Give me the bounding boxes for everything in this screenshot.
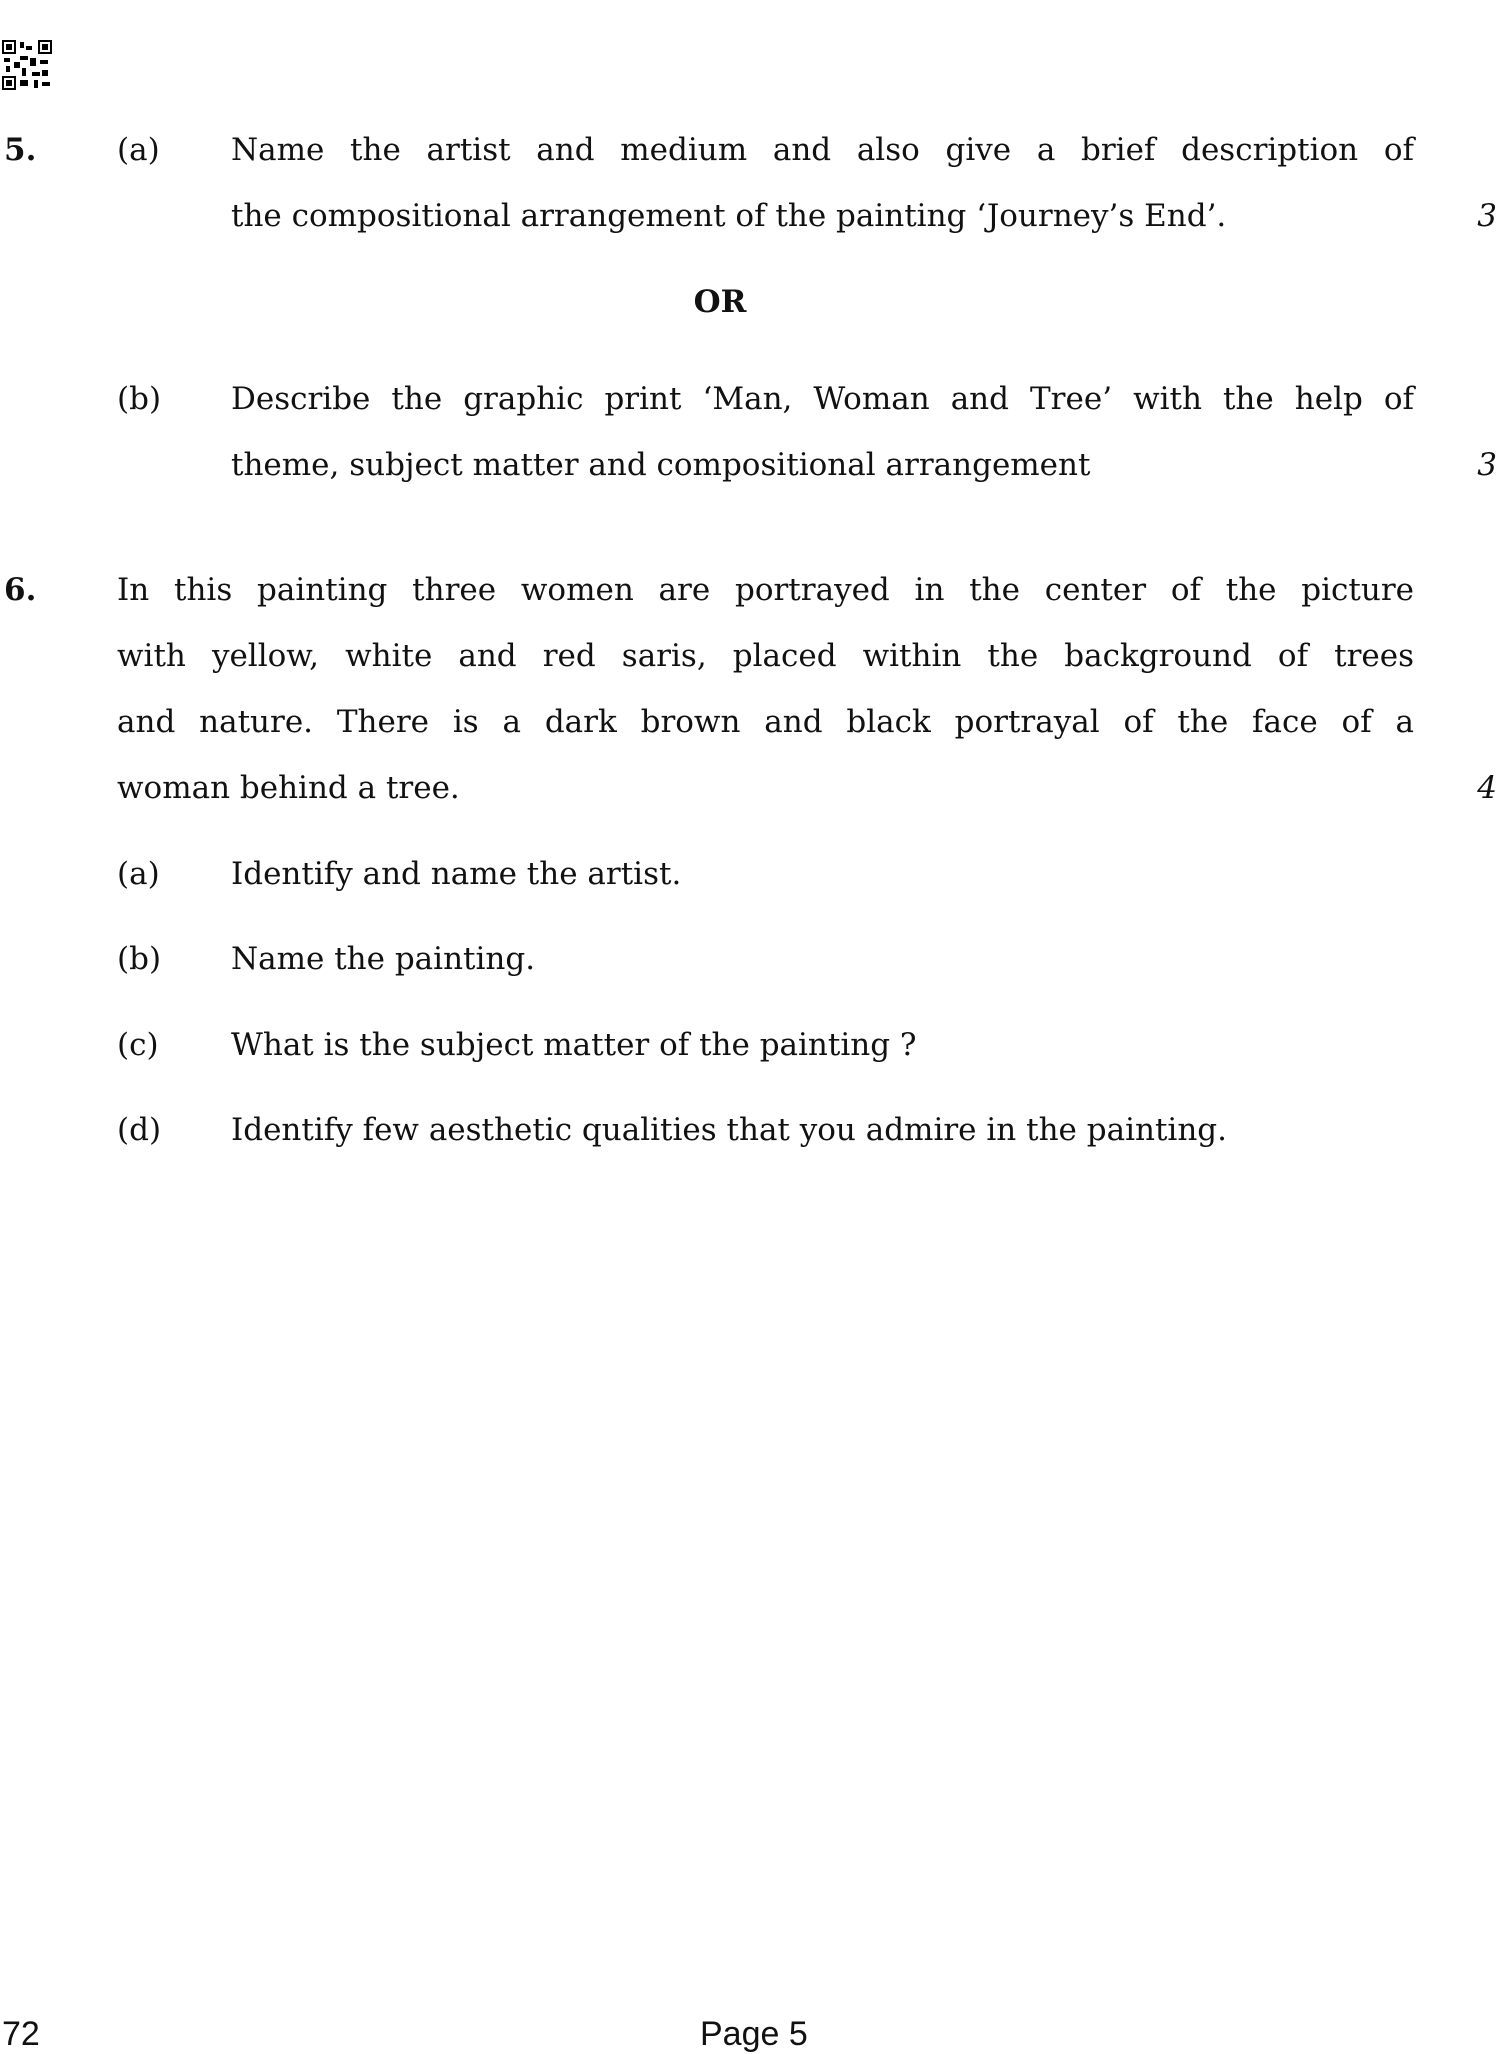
part-label: (b) xyxy=(117,381,162,417)
marks: 4 xyxy=(1477,770,1497,806)
page-number: Page 5 xyxy=(700,2015,808,2053)
part-label: (d) xyxy=(117,1112,162,1148)
question-number: 6. xyxy=(4,572,37,608)
part-label: (b) xyxy=(117,941,162,977)
question-text: In this painting three women are portrayed in the center of the picture xyxy=(117,572,1414,608)
sub-question: What is the subject matter of the painting ? xyxy=(231,1027,917,1063)
question-text: theme, subject matter and compositional arrangement xyxy=(231,447,1091,483)
question-text: with yellow, white and red saris, placed within the background of trees xyxy=(117,638,1414,674)
or-separator: OR xyxy=(693,284,747,320)
question-text: woman behind a tree. xyxy=(117,770,460,806)
sub-question: Identify few aesthetic qualities that you admire in the painting. xyxy=(231,1112,1227,1148)
question-text: Describe the graphic print ‘Man, Woman and Tree’ with the help of xyxy=(231,381,1414,417)
part-label: (a) xyxy=(117,132,160,168)
paper-code: 72 xyxy=(2,2015,40,2053)
question-number: 5. xyxy=(4,132,37,168)
marks: 3 xyxy=(1477,447,1497,483)
question-text: Name the artist and medium and also give a brief description of xyxy=(231,132,1414,168)
marks: 3 xyxy=(1477,198,1497,234)
qr-code-icon xyxy=(2,40,52,90)
part-label: (a) xyxy=(117,856,160,892)
part-label: (c) xyxy=(117,1027,159,1063)
question-text: the compositional arrangement of the painting ‘Journey’s End’. xyxy=(231,198,1227,234)
question-text: and nature. There is a dark brown and black portrayal of the face of a xyxy=(117,704,1414,740)
sub-question: Identify and name the artist. xyxy=(231,856,682,892)
sub-question: Name the painting. xyxy=(231,941,536,977)
